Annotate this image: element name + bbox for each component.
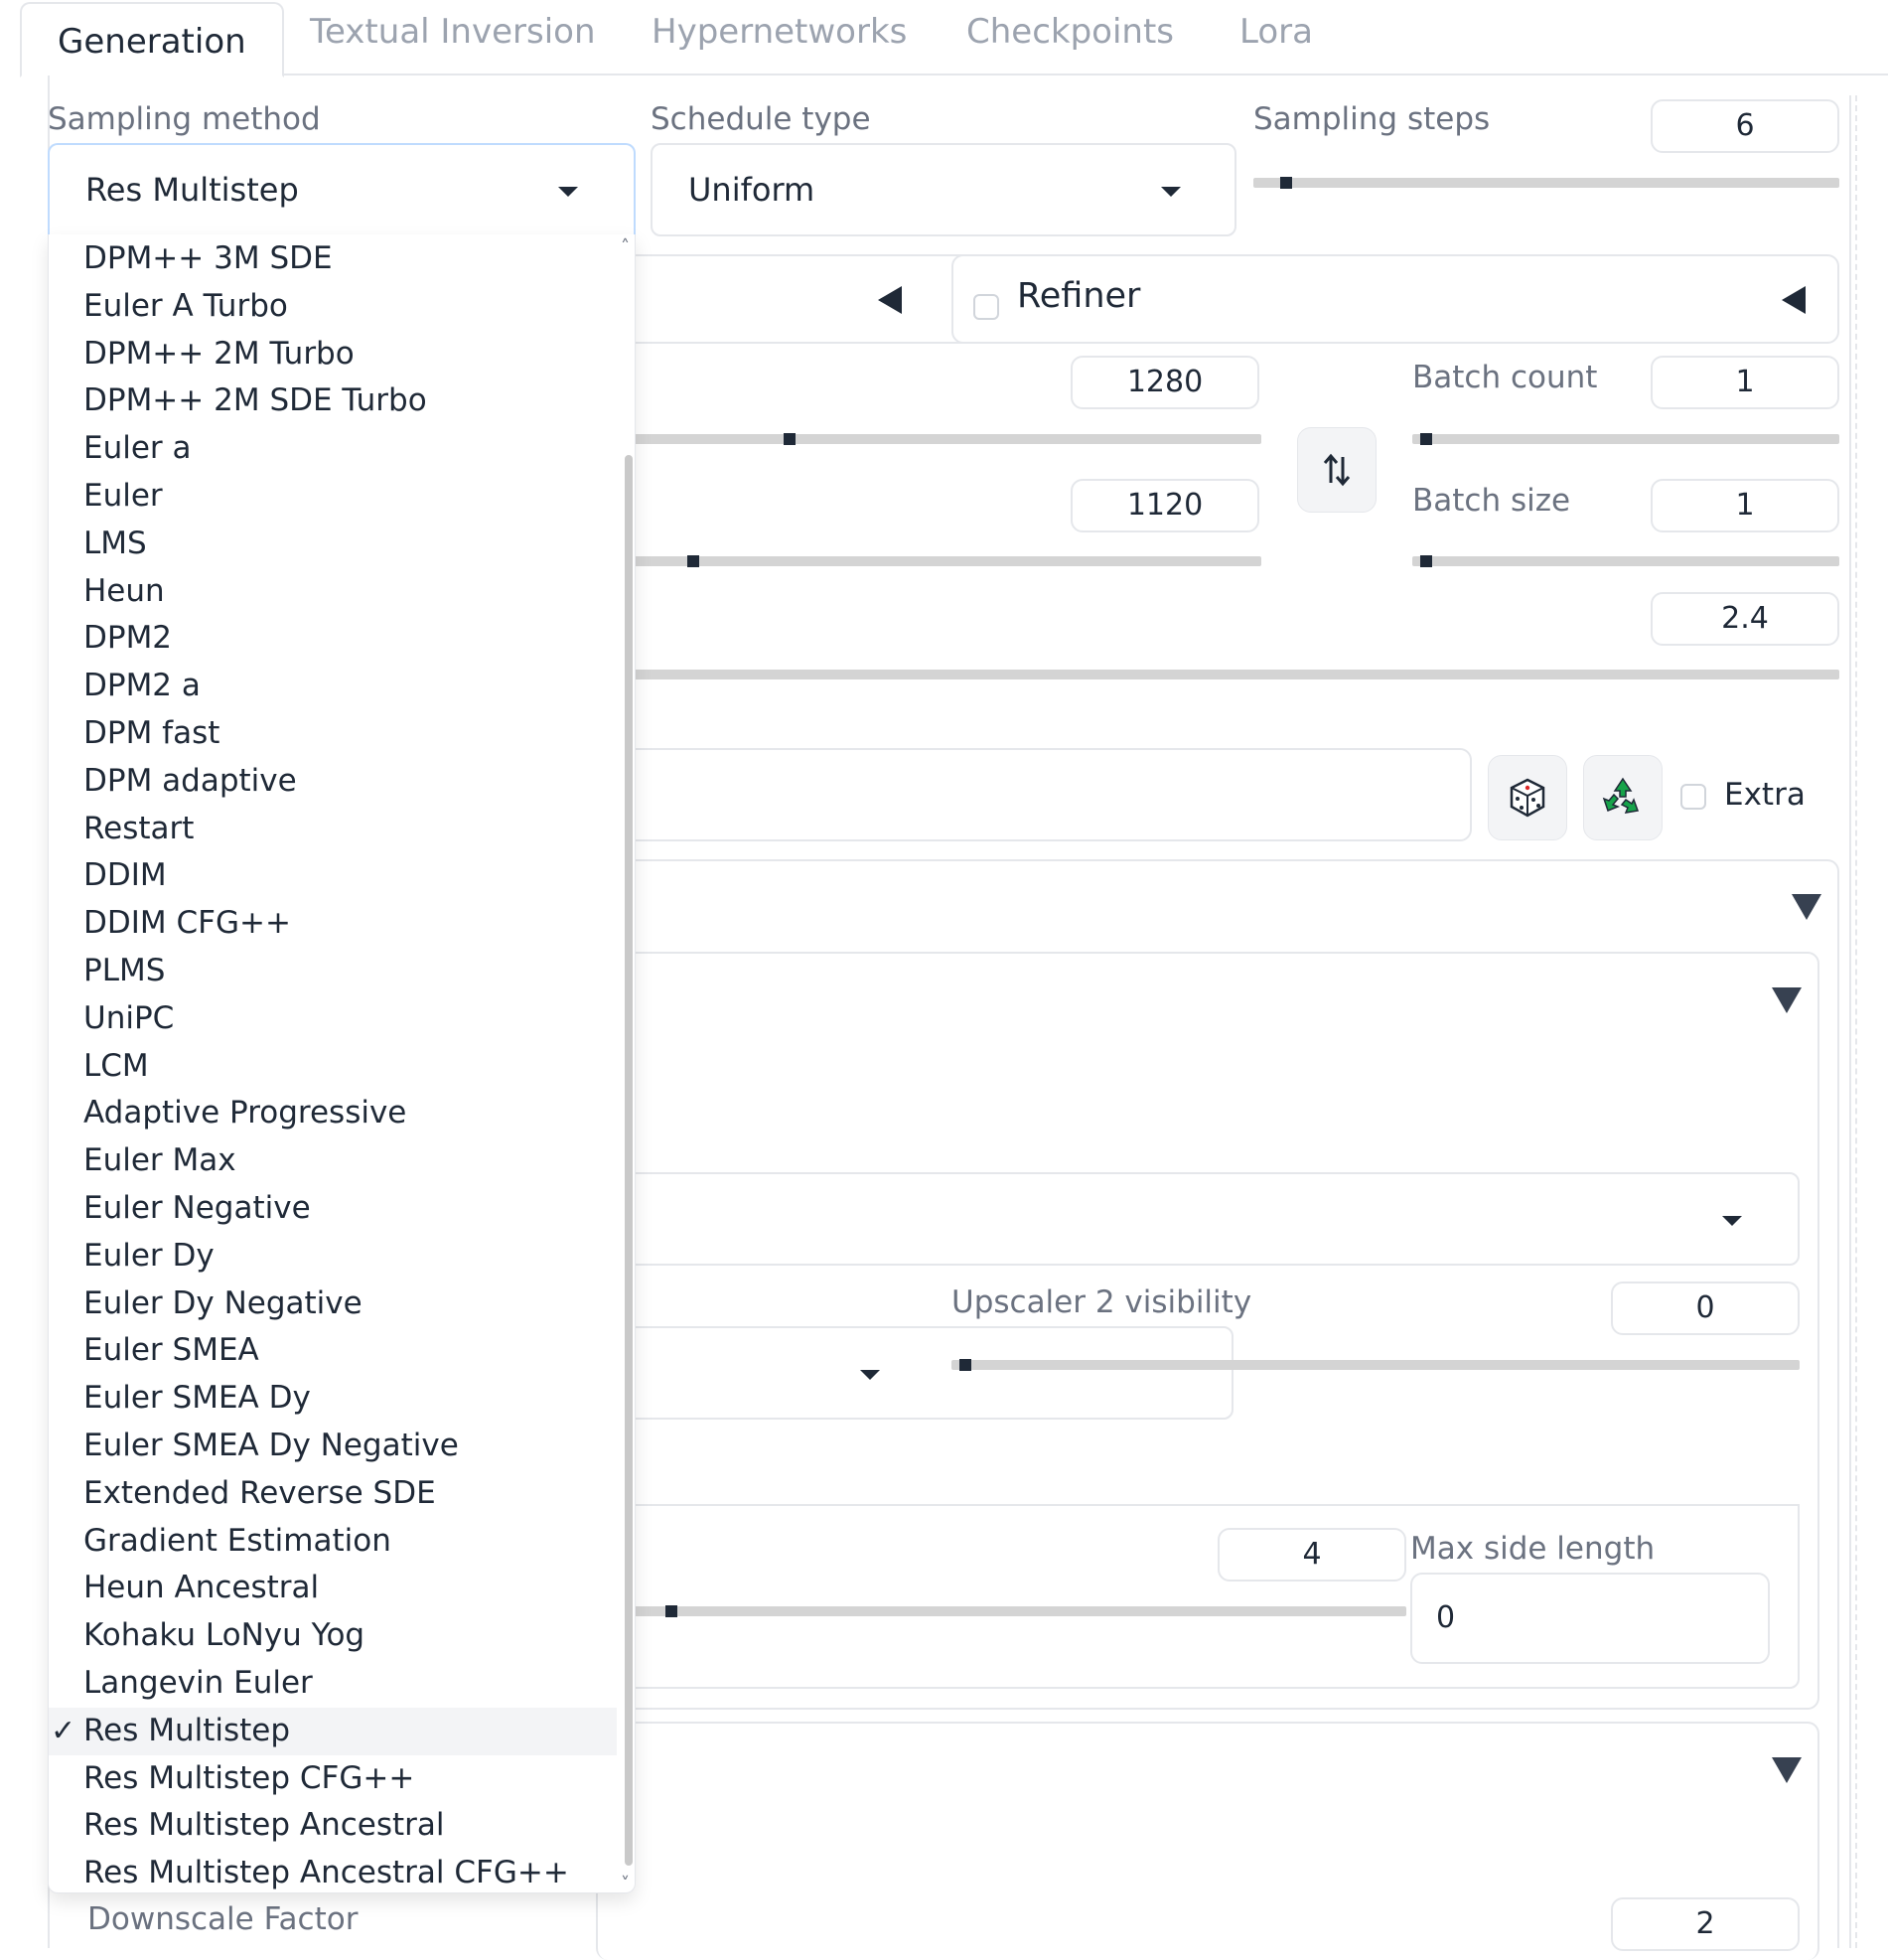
batch-size-slider[interactable] [1412,556,1839,566]
resize-value-input[interactable]: 4 [1218,1528,1406,1582]
random-seed-button[interactable] [1488,755,1567,840]
dropdown-option-label: DDIM CFG++ [83,905,291,942]
swap-dimensions-button[interactable] [1297,427,1377,513]
dropdown-option[interactable] [49,1755,617,1803]
downscale-factor-label: Downscale Factor [87,1901,359,1937]
sampling-method-value: Res Multistep [85,171,299,209]
dropdown-option[interactable] [49,1470,617,1518]
dropdown-option[interactable] [49,377,617,425]
dropdown-option-label: Euler Negative [83,1190,311,1226]
dropdown-option[interactable] [49,806,617,853]
collapse-arrow-icon[interactable] [1782,286,1806,314]
dropdown-option-label: DPM++ 2M SDE Turbo [83,382,427,419]
upscaler-select[interactable] [596,1172,1800,1266]
chevron-down-icon [1722,1216,1742,1226]
dropdown-option-label: LMS [83,525,147,561]
upscaler-2-visibility-label: Upscaler 2 visibility [951,1284,1252,1320]
dropdown-option-label: Res Multistep Ancestral [83,1807,445,1844]
upscaler-2-visibility-slider[interactable] [951,1360,1800,1370]
dropdown-option[interactable] [49,331,617,378]
dropdown-option-label: Restart [83,810,195,846]
schedule-type-value: Uniform [688,171,815,209]
extra-seed-label: Extra [1724,777,1806,813]
sampling-method-label: Sampling method [48,101,321,137]
scroll-up-arrow-icon[interactable]: ˄ [621,236,630,257]
dropdown-option-label: DDIM [83,857,167,894]
dropdown-scrollbar-thumb[interactable] [625,455,633,1866]
dice-icon [1506,776,1549,820]
sampling-steps-input[interactable]: 6 [1651,99,1839,153]
width-slider[interactable] [596,434,1261,444]
width-input[interactable]: 1280 [1071,356,1259,409]
dropdown-option-label: DPM++ 3M SDE [83,240,333,276]
refiner-checkbox[interactable] [973,294,999,320]
chevron-down-icon [860,1370,880,1380]
tab-lora[interactable]: Lora [1239,12,1313,52]
upscaler-2-select[interactable] [596,1326,1234,1420]
dropdown-option-label: Heun Ancestral [83,1570,320,1606]
dropdown-option-label: DPM2 a [83,668,201,704]
cfg-scale-input[interactable]: 2.4 [1651,592,1839,646]
slider-thumb[interactable] [1420,433,1432,445]
dropdown-option[interactable] [49,852,617,900]
max-side-length-label: Max side length [1410,1531,1656,1567]
tab-textual-inversion[interactable]: Textual Inversion [310,12,596,52]
batch-count-slider[interactable] [1412,434,1839,444]
swap-vertical-icon [1322,453,1352,487]
dropdown-option[interactable] [49,1233,617,1281]
dropdown-option-label: Euler SMEA [83,1332,259,1369]
dropdown-option[interactable] [49,663,617,710]
slider-thumb[interactable] [1420,555,1432,567]
dropdown-option-label: Kohaku LoNyu Yog [83,1617,365,1654]
check-mark-icon: ✓ [51,1713,76,1748]
dropdown-option[interactable] [49,1612,617,1660]
dropdown-option[interactable] [49,235,617,283]
height-slider[interactable] [596,556,1261,566]
slider-thumb[interactable] [665,1605,677,1617]
dropdown-option-label: Res Multistep Ancestral CFG++ [83,1855,569,1891]
dropdown-option[interactable] [49,568,617,616]
dropdown-option[interactable] [49,1375,617,1423]
collapse-arrow-icon[interactable] [1772,987,1802,1013]
dropdown-option-label: Adaptive Progressive [83,1095,407,1131]
slider-thumb[interactable] [959,1359,971,1371]
dropdown-option[interactable] [49,1518,617,1566]
dropdown-option-label: Euler A Turbo [83,287,288,324]
collapse-arrow-icon[interactable] [878,286,902,314]
dropdown-option[interactable] [49,1090,617,1137]
dropdown-option[interactable] [49,1043,617,1091]
dropdown-option-label: Euler Max [83,1142,236,1179]
dropdown-option[interactable] [49,758,617,806]
slider-thumb[interactable] [784,433,796,445]
slider-thumb[interactable] [1280,177,1292,189]
slider-thumb[interactable] [687,555,699,567]
dropdown-option[interactable] [49,615,617,663]
dropdown-option-label: Euler SMEA Dy Negative [83,1428,459,1463]
sampling-method-select[interactable] [48,143,636,234]
dropdown-option-label: Langevin Euler [83,1665,313,1701]
dropdown-option[interactable] [49,995,617,1043]
dropdown-option[interactable] [49,1137,617,1185]
dropdown-option[interactable] [49,948,617,995]
dropdown-option-label: DPM fast [83,715,220,751]
scroll-down-arrow-icon[interactable]: ˅ [621,1874,630,1893]
panel-border-right [1849,95,1851,1948]
dropdown-option[interactable] [49,1802,617,1850]
cfg-scale-slider[interactable] [596,670,1839,679]
upscaler-2-visibility-input[interactable]: 0 [1611,1282,1800,1335]
sampling-steps-slider[interactable] [1253,178,1839,188]
dropdown-option-label: Res Multistep CFG++ [83,1759,415,1796]
chevron-down-icon [558,187,578,197]
dropdown-option[interactable] [49,1185,617,1233]
refiner-label: Refiner [1017,276,1141,316]
dropdown-option[interactable] [49,283,617,331]
dropdown-option-label: DPM2 [83,620,173,657]
dropdown-option-label: Heun [83,572,165,609]
dropdown-option[interactable] [49,1660,617,1708]
extra-seed-checkbox[interactable] [1680,784,1706,810]
tab-hypernetworks[interactable]: Hypernetworks [652,12,908,52]
refiner-accordion[interactable] [951,254,1839,344]
schedule-type-select[interactable] [651,143,1236,236]
dropdown-option-label: Euler SMEA Dy [83,1380,311,1417]
dropdown-option-label: Euler [83,478,163,514]
seed-input[interactable] [596,748,1472,841]
dropdown-option[interactable] [49,1281,617,1328]
dropdown-option-label: LCM [83,1047,149,1084]
sampling-method-dropdown [48,234,636,1893]
dropdown-option-label: Euler a [83,430,192,467]
schedule-type-label: Schedule type [651,101,871,137]
recycle-icon [1600,775,1646,821]
panel-divider [1855,95,1857,1948]
dropdown-option[interactable] [49,1850,617,1893]
dropdown-option[interactable] [49,1565,617,1612]
tab-bar [20,0,1888,75]
dropdown-option-label: DPM++ 2M Turbo [83,335,355,372]
dropdown-option[interactable] [49,425,617,473]
dropdown-option-label: Euler Dy Negative [83,1284,363,1321]
dropdown-option[interactable] [49,521,617,568]
dropdown-option-label: Extended Reverse SDE [83,1474,436,1511]
dropdown-option[interactable] [49,1423,617,1470]
downscale-factor-input[interactable]: 2 [1611,1897,1800,1951]
tab-generation[interactable]: Generation [20,2,284,77]
dropdown-option[interactable] [49,900,617,948]
batch-count-label: Batch count [1412,360,1598,395]
dropdown-option[interactable] [49,710,617,758]
height-input[interactable]: 1120 [1071,479,1259,532]
dropdown-option-label: PLMS [83,953,166,988]
resize-value-slider[interactable] [596,1606,1406,1616]
batch-size-label: Batch size [1412,483,1571,519]
dropdown-option-label: DPM adaptive [83,762,297,799]
batch-size-input[interactable]: 1 [1651,479,1839,532]
collapse-arrow-icon[interactable] [1772,1757,1802,1783]
max-side-length-input[interactable]: 0 [1410,1573,1770,1664]
tab-checkpoints[interactable]: Checkpoints [966,12,1175,52]
dropdown-option-label: UniPC [83,999,175,1036]
reuse-seed-button[interactable] [1583,755,1663,840]
sampling-steps-label: Sampling steps [1253,101,1491,137]
dropdown-option-label: Euler Dy [83,1237,215,1274]
dropdown-option-label: Res Multistep [83,1712,291,1748]
collapse-arrow-icon[interactable] [1792,894,1821,920]
dropdown-option[interactable] [49,1708,617,1755]
dropdown-option[interactable] [49,473,617,521]
batch-count-input[interactable]: 1 [1651,356,1839,409]
chevron-down-icon [1161,187,1181,197]
dropdown-option[interactable] [49,1327,617,1375]
dropdown-option-label: Gradient Estimation [83,1522,391,1559]
